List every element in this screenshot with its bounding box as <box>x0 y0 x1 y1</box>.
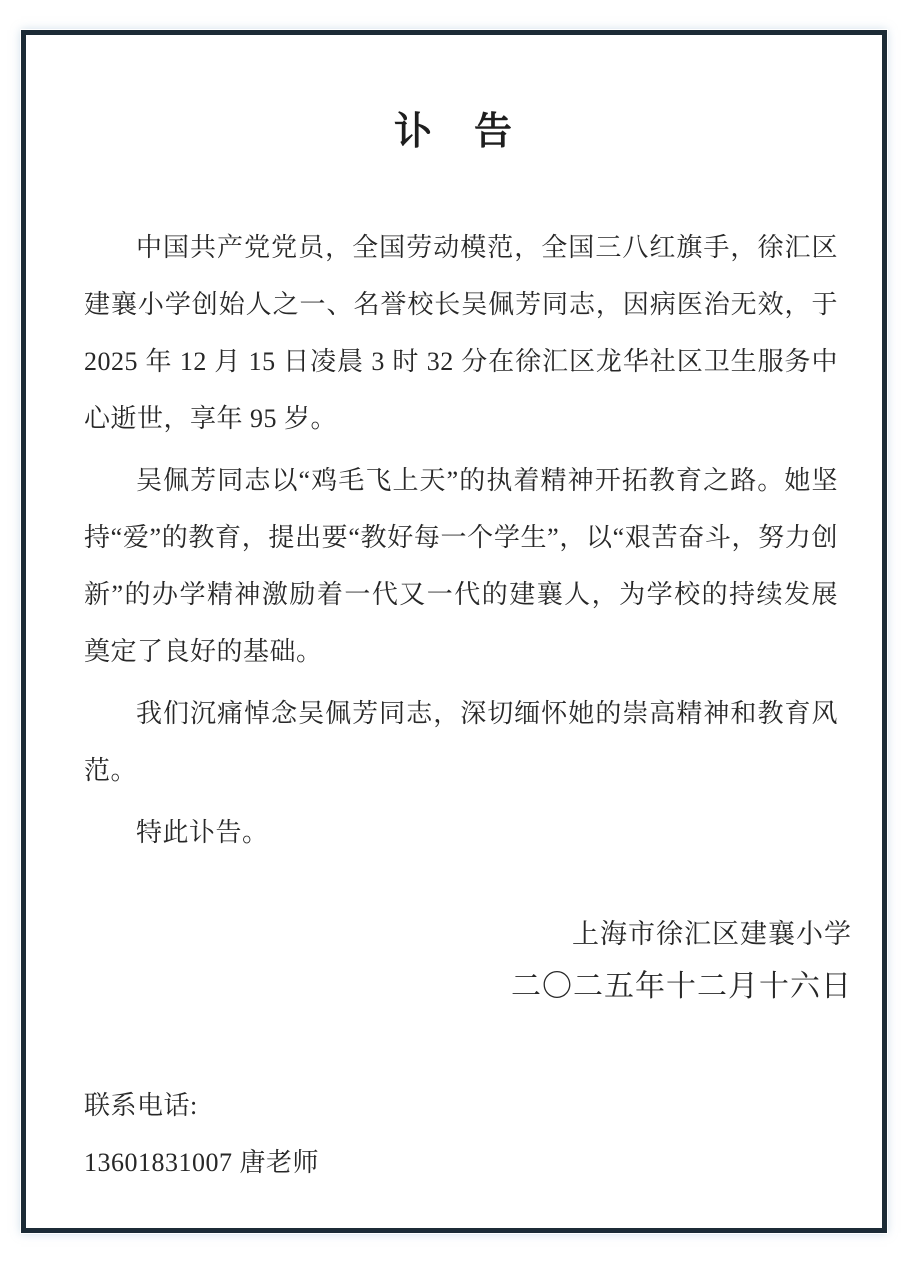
contact-label: 联系电话: <box>84 1091 198 1120</box>
contact-phone: 13601831007 唐老师 <box>84 1148 320 1177</box>
notice-border-frame <box>21 30 887 1233</box>
notice-paragraph-3: 我们沉痛悼念吴佩芳同志，深切缅怀她的崇高精神和教育风范。 <box>84 699 838 785</box>
contact-block <box>84 1077 838 1191</box>
notice-paragraph-2: 吴佩芳同志以“鸡毛飞上天”的执着精神开拓教育之路。她坚持“爱”的教育，提出要“教好每一个学生”，以“艰苦奋斗，努力创新”的办学精神激励着一代又一代的建襄人，为学校的持续发展奠定了良好的基础。 <box>84 466 838 666</box>
signature-block <box>26 909 852 1015</box>
notice-paragraph-1: 中国共产党党员，全国劳动模范，全国三八红旗手，徐汇区建襄小学创始人之一、名誉校长吴佩芳同志，因病医治无效，于 2025 年 12 月 15 日凌晨 3 时 32 分在徐汇区龙华社区卫生服务中心逝世，享年 95 岁。 <box>84 233 838 433</box>
signature-organization: 上海市徐汇区建襄小学 <box>572 919 852 949</box>
notice-body <box>84 219 838 861</box>
notice-title: 讣 告 <box>393 111 514 153</box>
notice-paragraph-4: 特此讣告。 <box>136 818 269 847</box>
signature-date: 二〇二五年十二月十六日 <box>511 970 852 1003</box>
